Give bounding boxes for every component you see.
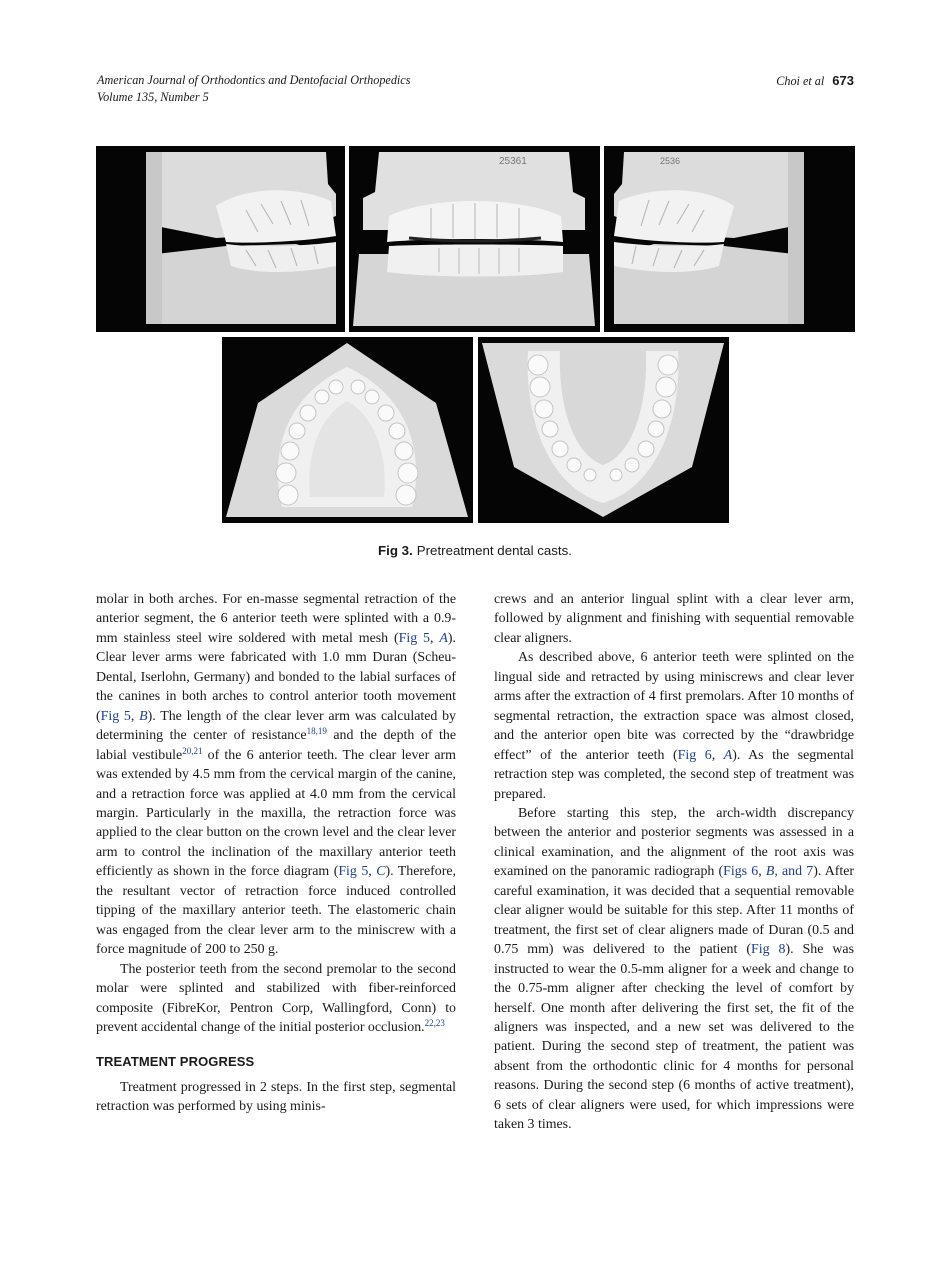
figure-caption — [0, 543, 950, 558]
cast-right-lateral-image — [96, 146, 345, 332]
paragraph: Before starting this step, the arch-width discrepancy between the anterior and posterior segments was assessed in a clinical examination, and the alignment of the root axis was examined on the panoramic radiograph (Figs 6, B, and 7). After careful examination, it was decided that a sequential removable clear aligner would be suitable for this step. After 11 months of treatment, the first set of clear aligners made of Duran (0.5 and 0.75 mm) was delivered to the patient (Fig 8). She was instructed to wear the 0.5-mm aligner for a week and change to the 0.75-mm aligner after checking the level of comfort by herself. One month after delivering the first set, the fit of the aligners was inspected, and a new set was delivered to the patient. During the second step of treatment, the patient was absent from the orthodontic clinic for 4 months for personal reasons. During the second step (6 months of active treatment), 6 sets of clear aligners were used, for which impressions were taken 3 times. — [494, 805, 854, 1133]
figure-link[interactable]: Fig 5 — [398, 630, 431, 646]
figure-link[interactable]: A — [723, 747, 733, 763]
figure-link[interactable]: Fig 5 — [100, 708, 131, 724]
citation-link[interactable]: 18,19 — [306, 726, 327, 737]
cast-photo-left-lateral — [604, 146, 855, 332]
figure-link[interactable]: A — [439, 630, 448, 646]
cast-frontal-image — [349, 146, 600, 332]
figure-link[interactable]: B — [765, 864, 775, 880]
right-column — [494, 590, 854, 1135]
cast-maxillary-occlusal-image — [222, 337, 473, 523]
figure-link[interactable]: C — [376, 864, 386, 880]
section-heading: TREATMENT PROGRESS — [96, 1054, 255, 1070]
figure-link[interactable]: Figs 6 — [723, 864, 759, 880]
figure-label: Fig 3. — [378, 543, 413, 558]
cast-photo-right-lateral — [96, 146, 345, 332]
running-header-right — [776, 72, 854, 90]
journal-volume: Volume 135, Number 5 — [97, 90, 209, 104]
paragraph: As described above, 6 anterior teeth were splinted on the lingual side and retracted by using miniscrews and clear lever arms after the extraction of 4 first premolars. After 10 months of segmental retraction, the extraction space was almost closed, and the anterior open bite was corrected by the “drawbridge effect” of the anterior teeth (Fig 6, A). As the segmental retraction step was completed, the second step of treatment was prepared. — [494, 650, 854, 802]
citation-link[interactable]: 20,21 — [182, 745, 203, 756]
figure-link[interactable]: , and 7 — [774, 864, 814, 880]
citation-link[interactable]: 22,23 — [424, 1017, 445, 1028]
figure-caption-text: Pretreatment dental casts. — [416, 543, 572, 558]
figure-link[interactable]: B — [139, 708, 148, 724]
cast-label: 25361 — [499, 156, 527, 167]
running-header-left — [97, 72, 410, 106]
paragraph: The posterior teeth from the second premolar to the second molar were splinted and stabilized with fiber-reinforced composite (FibreKor, Pentron Corp, Wallingford, Conn) to prevent accidental change of the initial posterior occlusion.$^{22,23}$ — [96, 961, 456, 1035]
cast-photo-mandibular-occlusal — [478, 337, 729, 523]
running-authors: Choi et al — [776, 74, 825, 88]
journal-title: American Journal of Orthodontics and Dentofacial Orthopedics — [97, 73, 411, 87]
cast-left-lateral-image — [604, 146, 855, 332]
figure-link[interactable]: Fig 6 — [677, 747, 712, 763]
paragraph: crews and an anterior lingual splint with a clear lever arm, followed by alignment and finishing with sequential removable clear aligners. — [494, 592, 854, 646]
cast-photo-maxillary-occlusal — [222, 337, 473, 523]
paragraph: molar in both arches. For en-masse segmental retraction of the anterior segment, the 6 anterior teeth were splinted with a 0.9-mm stainless steel wire soldered with metal mesh (Fig 5, A). Clear lever arms were fabricated with 1.0 mm Duran (Scheu-Dental, Iserlohn, Germany) and bonded to the labial surfaces of the canines in both arches to control anterior tooth movement (Fig 5, B). The length of the clear lever arm was calculated by determining the center of resistance$^{18,19}$ and the depth of the labial vestibule$^{20,21}$ of the 6 anterior teeth. The clear lever arm was extended by 4.5 mm from the cervical margin of the canine, and a retraction force was applied at 4.0 mm from the cervical margin. Particularly in the maxilla, the retraction force was applied to the clear button on the crown level and the clear lever arm to control the inclination of the maxillary anterior teeth efficiently as shown in the force diagram (Fig 5, C). Therefore, the resultant vector of retraction force induced controlled tipping of the maxillary anterior teeth. The elastomeric chain was engaged from the clear lever arm to the miniscrew with a force magnitude of 200 to 250 g. — [96, 592, 457, 958]
cast-mandibular-occlusal-image — [478, 337, 729, 523]
paragraph: Treatment progressed in 2 steps. In the first step, segmental retraction was performed by using minis- — [96, 1079, 456, 1115]
left-column — [96, 590, 456, 1117]
figure-link[interactable]: Fig 8 — [750, 942, 786, 958]
figure-link[interactable]: Fig 5 — [338, 864, 369, 880]
page-number: 673 — [832, 73, 854, 88]
cast-photo-frontal — [349, 146, 600, 332]
cast-label: 2536 — [660, 156, 681, 166]
